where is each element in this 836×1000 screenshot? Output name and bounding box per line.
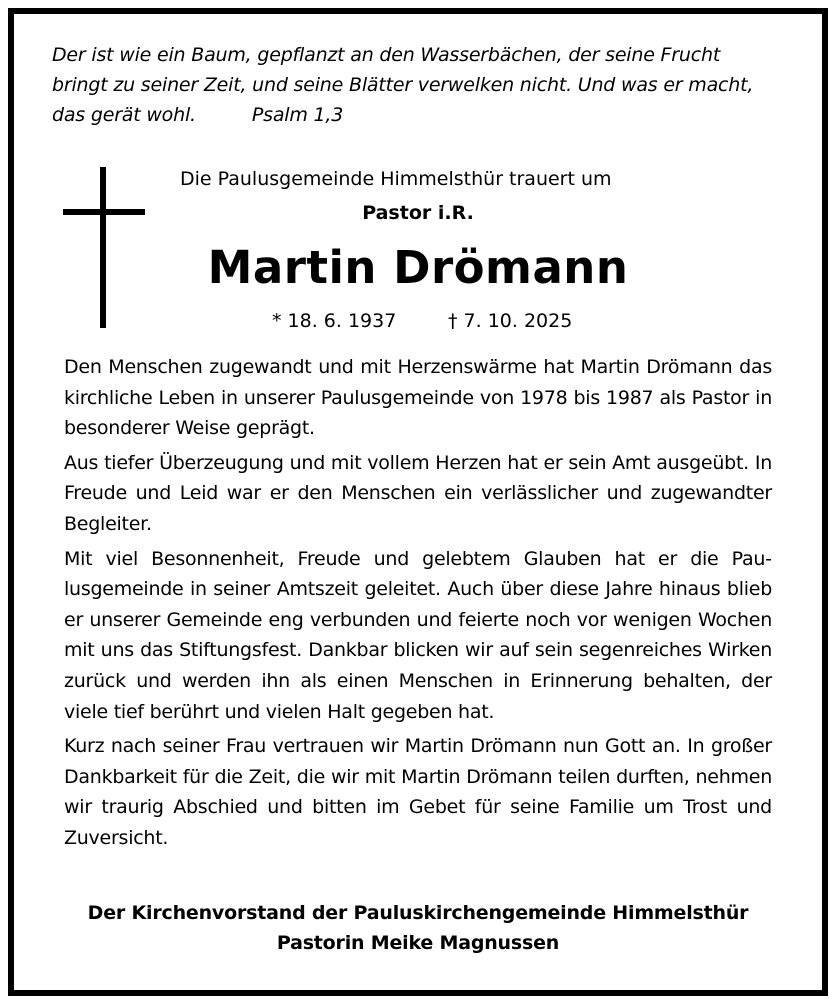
paragraph: Mit viel Besonnenheit, Freude und gelebtem Glauben hat er die Paulusgemeinde in seiner Amtszeit geleitet. Auch über diese Jahre hinaus blieb er unserer Gemeinde eng verbunden und feierte noch vor wenigen Wochen mit uns das Stiftungsfest. Dankbar blicken wir auf sein segenreiches Wirken zurück und werden ihn als einen Menschen in Erinnerung behalten, der viele tief berührt und vielen Halt gegeben hat. — [64, 547, 772, 723]
death-date: † 7. 10. 2025 — [448, 310, 573, 332]
paragraph: Kurz nach seiner Frau vertrauen wir Martin Drömann nun Gott an. In großer Dankbarkeit für die Zeit, die wir mit Martin Drömann teilen durften, nehmen wir traurig Abschied und bitten im Gebet für seine Familie um Trost und Zuversicht. — [64, 735, 772, 849]
quote-source: Psalm 1,3 — [251, 104, 344, 126]
paragraph: Den Menschen zugewandt und mit Herzenswärme hat Martin Drömann das kirchliche Leben in unserer Paulusgemeinde von 1978 bis 1987 als Pastor in besonderer Weise geprägt. — [64, 356, 772, 440]
intro-text: Die Paulusgemeinde Himmelsthür trauert um — [180, 168, 612, 190]
birth-date: * 18. 6. 1937 — [272, 310, 397, 332]
signature-line-2: Pastorin Meike Magnussen — [276, 932, 560, 954]
signature-line-1: Der Kirchenvorstand der Pauluskirchengemeinde Himmelsthür — [87, 902, 749, 924]
bible-quote — [52, 40, 782, 130]
quote-line-2: bringt zu seiner Zeit, und seine Blätter verwelken nicht. Und was er macht, — [52, 74, 754, 96]
paragraph: Aus tiefer Überzeugung und mit vollem Herzen hat er sein Amt ausgeübt. In Freude und Leid war er den Menschen ein verlässlicher und zugewandter Begleiter. — [64, 451, 772, 535]
signature-block — [0, 898, 836, 958]
quote-line-1: Der ist wie ein Baum, gepflanzt an den Wasserbächen, der seine Frucht — [52, 44, 721, 66]
deceased-name: Martin Drömann — [207, 241, 629, 294]
deceased-title: Pastor i.R. — [362, 202, 474, 224]
quote-line-3 — [52, 100, 782, 130]
quote-line-3-text: das gerät wohl. — [52, 104, 196, 126]
obituary-body — [64, 352, 772, 858]
